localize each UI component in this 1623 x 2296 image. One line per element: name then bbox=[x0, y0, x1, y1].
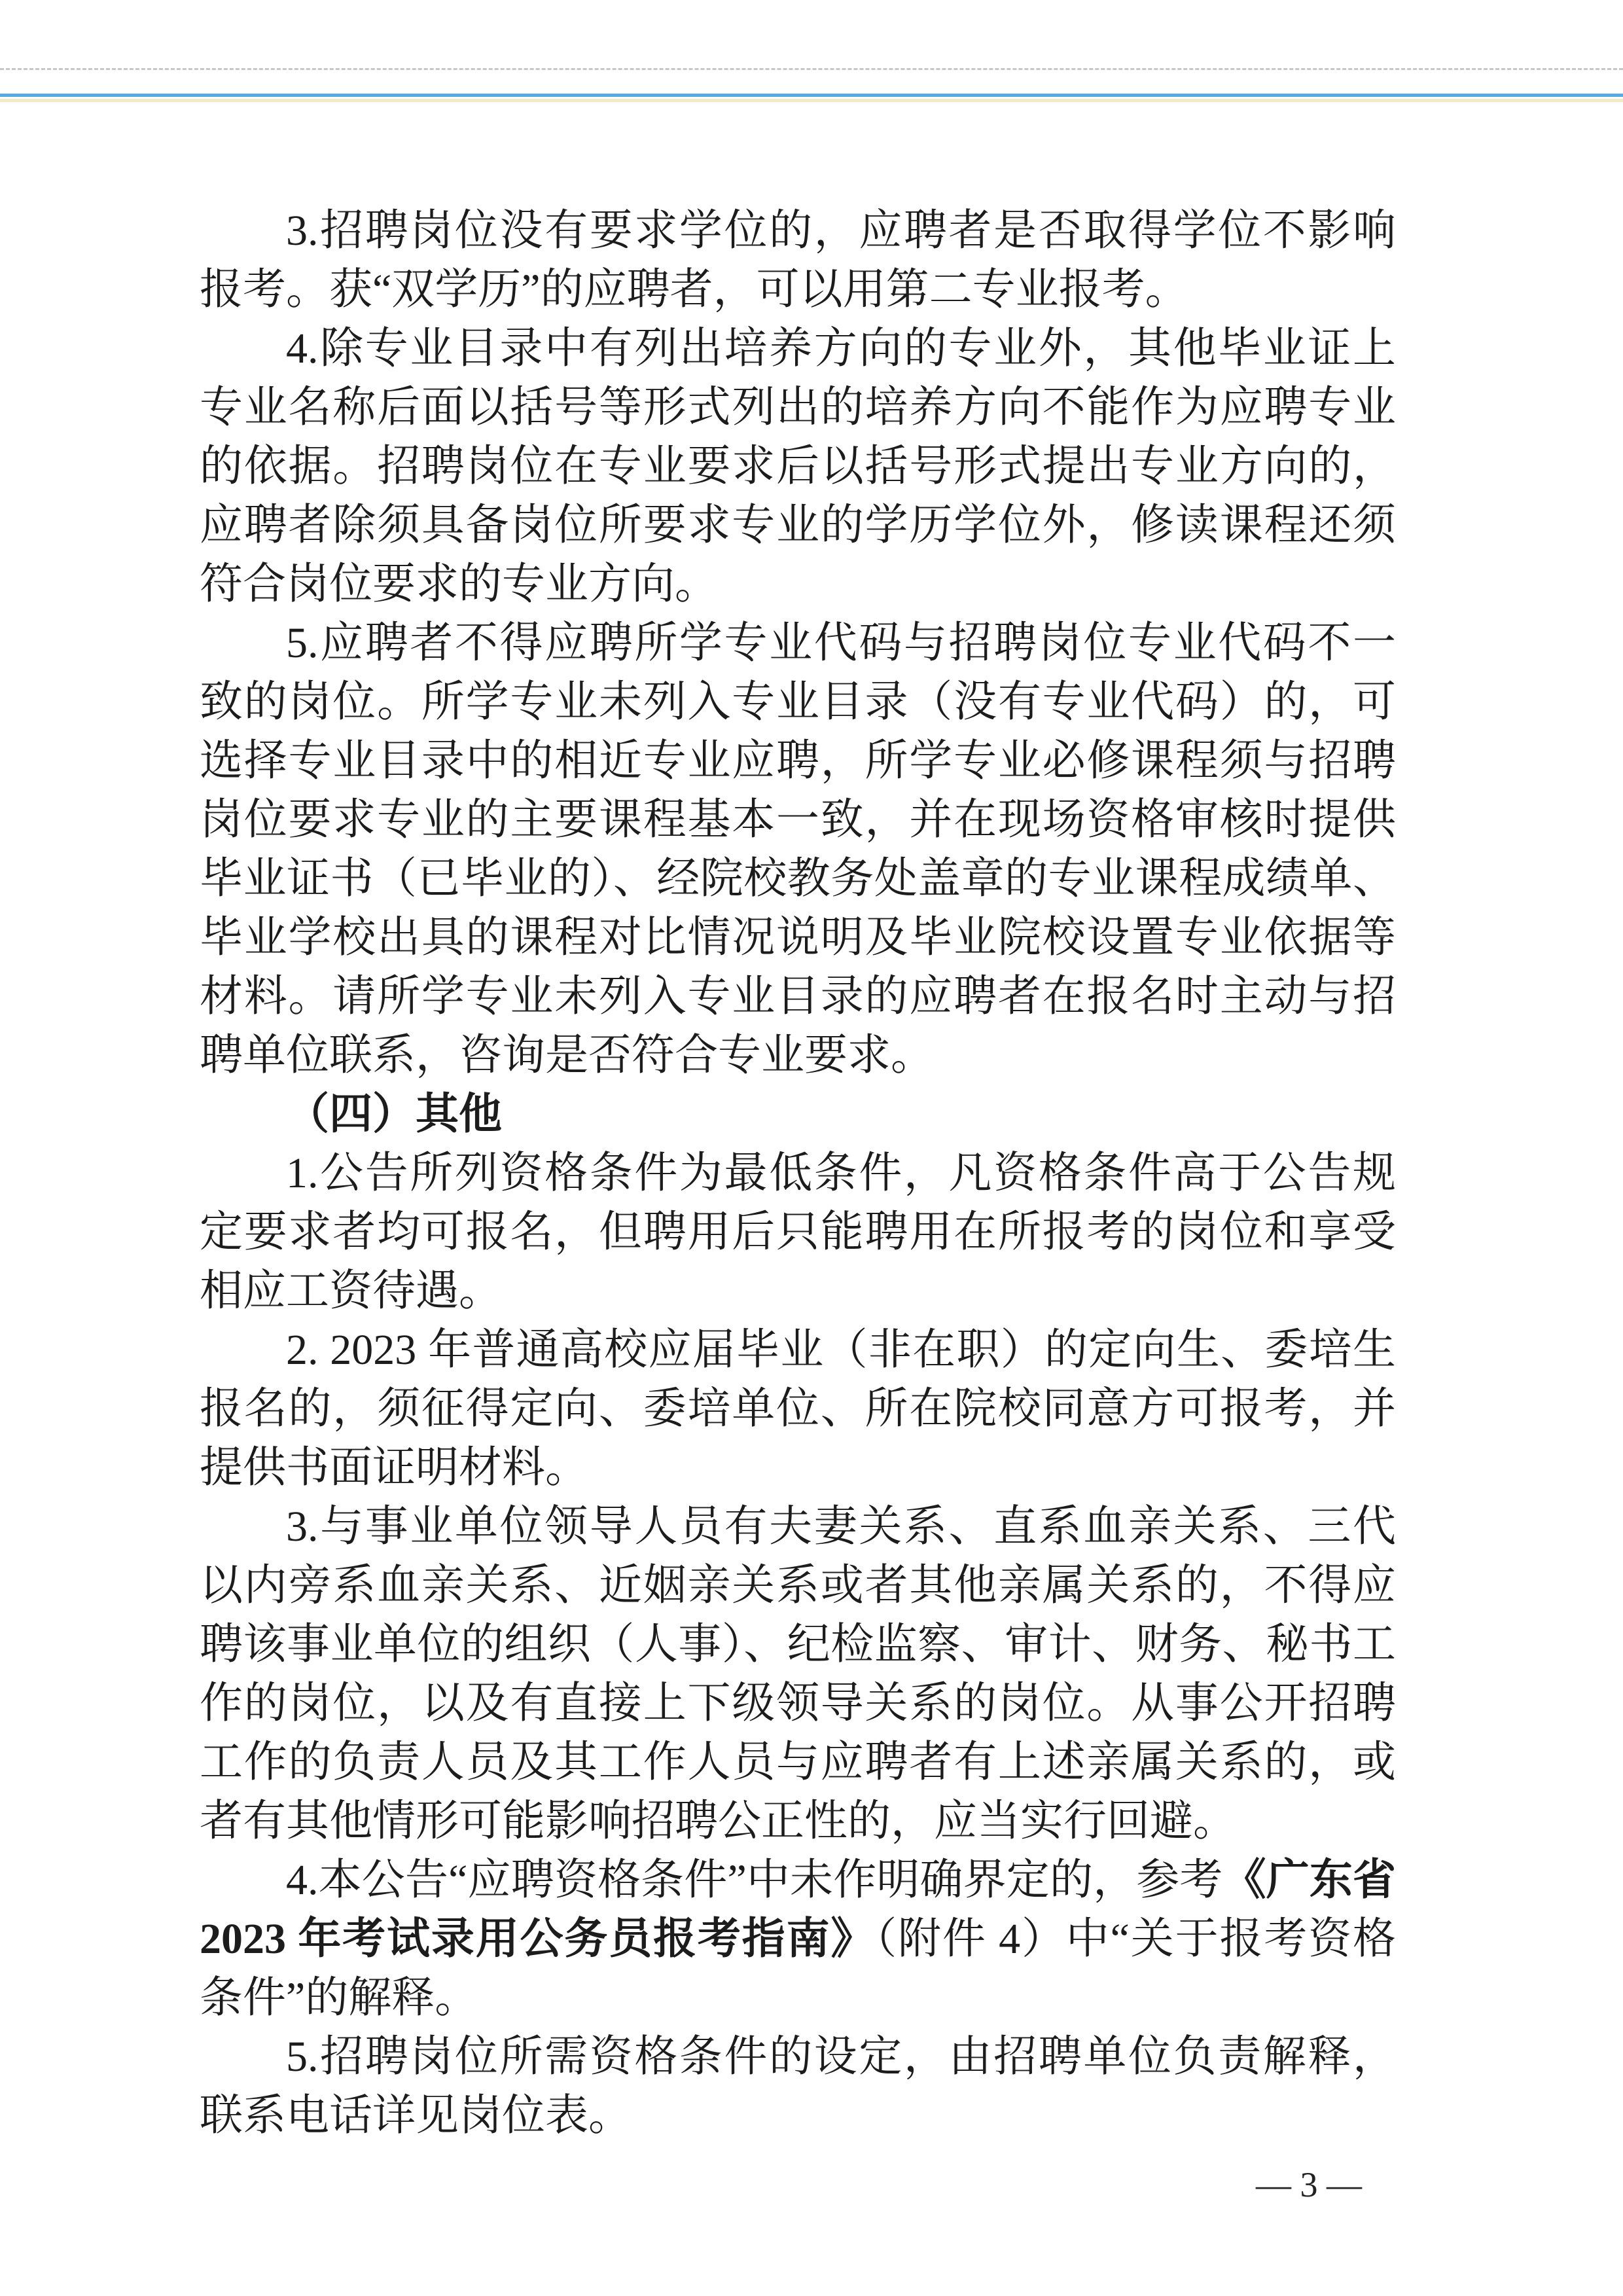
paragraph bbox=[200, 202, 1396, 319]
paragraph bbox=[200, 614, 1396, 1085]
paragraph bbox=[200, 1144, 1396, 1321]
text-run: 4.本公告“应聘资格条件”中未作明确界定的，参考 bbox=[286, 1856, 1223, 1904]
text-run: 4.除专业目录中有列出培养方向的专业外，其他毕业证上专业名称后面以括号等形式列出的培养方向不能作为应聘专业的依据。招聘岗位在专业要求后以括号形式提出专业方向的，应聘者除须具备岗位所要求专业的学历学位外，修读课程还须符合岗位要求的专业方向。 bbox=[200, 325, 1396, 608]
text-run: （四）其他 bbox=[286, 1090, 502, 1138]
scan-artifact-dashed-line bbox=[0, 68, 1623, 70]
text-run: 5.招聘岗位所需资格条件的设定，由招聘单位负责解释，联系电话详见岗位表。 bbox=[200, 2033, 1396, 2140]
text-run: 5.应聘者不得应聘所学专业代码与招聘岗位专业代码不一致的岗位。所学专业未列入专业目录（没有专业代码）的，可选择专业目录中的相近专业应聘，所学专业必修课程须与招聘岗位要求专业的主要课程基本一致，并在现场资格审核时提供毕业证书（已毕业的）、经院校教务处盖章的专业课程成绩单、毕业学校出具的课程对比情况说明及毕业院校设置专业依据等材料。请所学专业未列入专业目录的应聘者在报名时主动与招聘单位联系，咨询是否符合专业要求。 bbox=[200, 619, 1396, 1079]
text-run: 3.招聘岗位没有要求学位的，应聘者是否取得学位不影响报考。获“双学历”的应聘者，可以用第二专业报考。 bbox=[200, 207, 1396, 314]
page-number: — 3 — bbox=[1256, 2165, 1362, 2204]
paragraph bbox=[200, 2028, 1396, 2145]
document-body bbox=[200, 202, 1396, 2145]
text-run: 2. 2023 年普通高校应届毕业（非在职）的定向生、委培生报名的，须征得定向、委培单位、所在院校同意方可报考，并提供书面证明材料。 bbox=[200, 1326, 1396, 1492]
paragraph bbox=[200, 1851, 1396, 2028]
text-run: 3.与事业单位领导人员有夫妻关系、直系血亲关系、三代以内旁系血亲关系、近姻亲关系或者其他亲属关系的，不得应聘该事业单位的组织（人事）、纪检监察、审计、财务、秘书工作的岗位，以及有直接上下级领导关系的岗位。从事公开招聘工作的负责人员及其工作人员与应聘者有上述亲属关系的，或者有其他情形可能影响招聘公正性的，应当实行回避。 bbox=[200, 1503, 1396, 1845]
section-heading bbox=[200, 1085, 1396, 1144]
bold-text-run: 《广东省 2023 年考试录用公务员报考指南》 bbox=[200, 1856, 1396, 1963]
text-run: 1.公告所列资格条件为最低条件，凡资格条件高于公告规定要求者均可报名，但聘用后只能聘用在所报考的岗位和享受相应工资待遇。 bbox=[200, 1149, 1396, 1315]
paragraph bbox=[200, 1321, 1396, 1498]
header-blue-divider bbox=[0, 94, 1623, 97]
paragraph bbox=[200, 319, 1396, 614]
header-cream-divider bbox=[0, 99, 1623, 102]
paragraph bbox=[200, 1498, 1396, 1851]
text-run: （附件 4）中“关于报考资格条件”的解释。 bbox=[200, 1915, 1397, 2022]
